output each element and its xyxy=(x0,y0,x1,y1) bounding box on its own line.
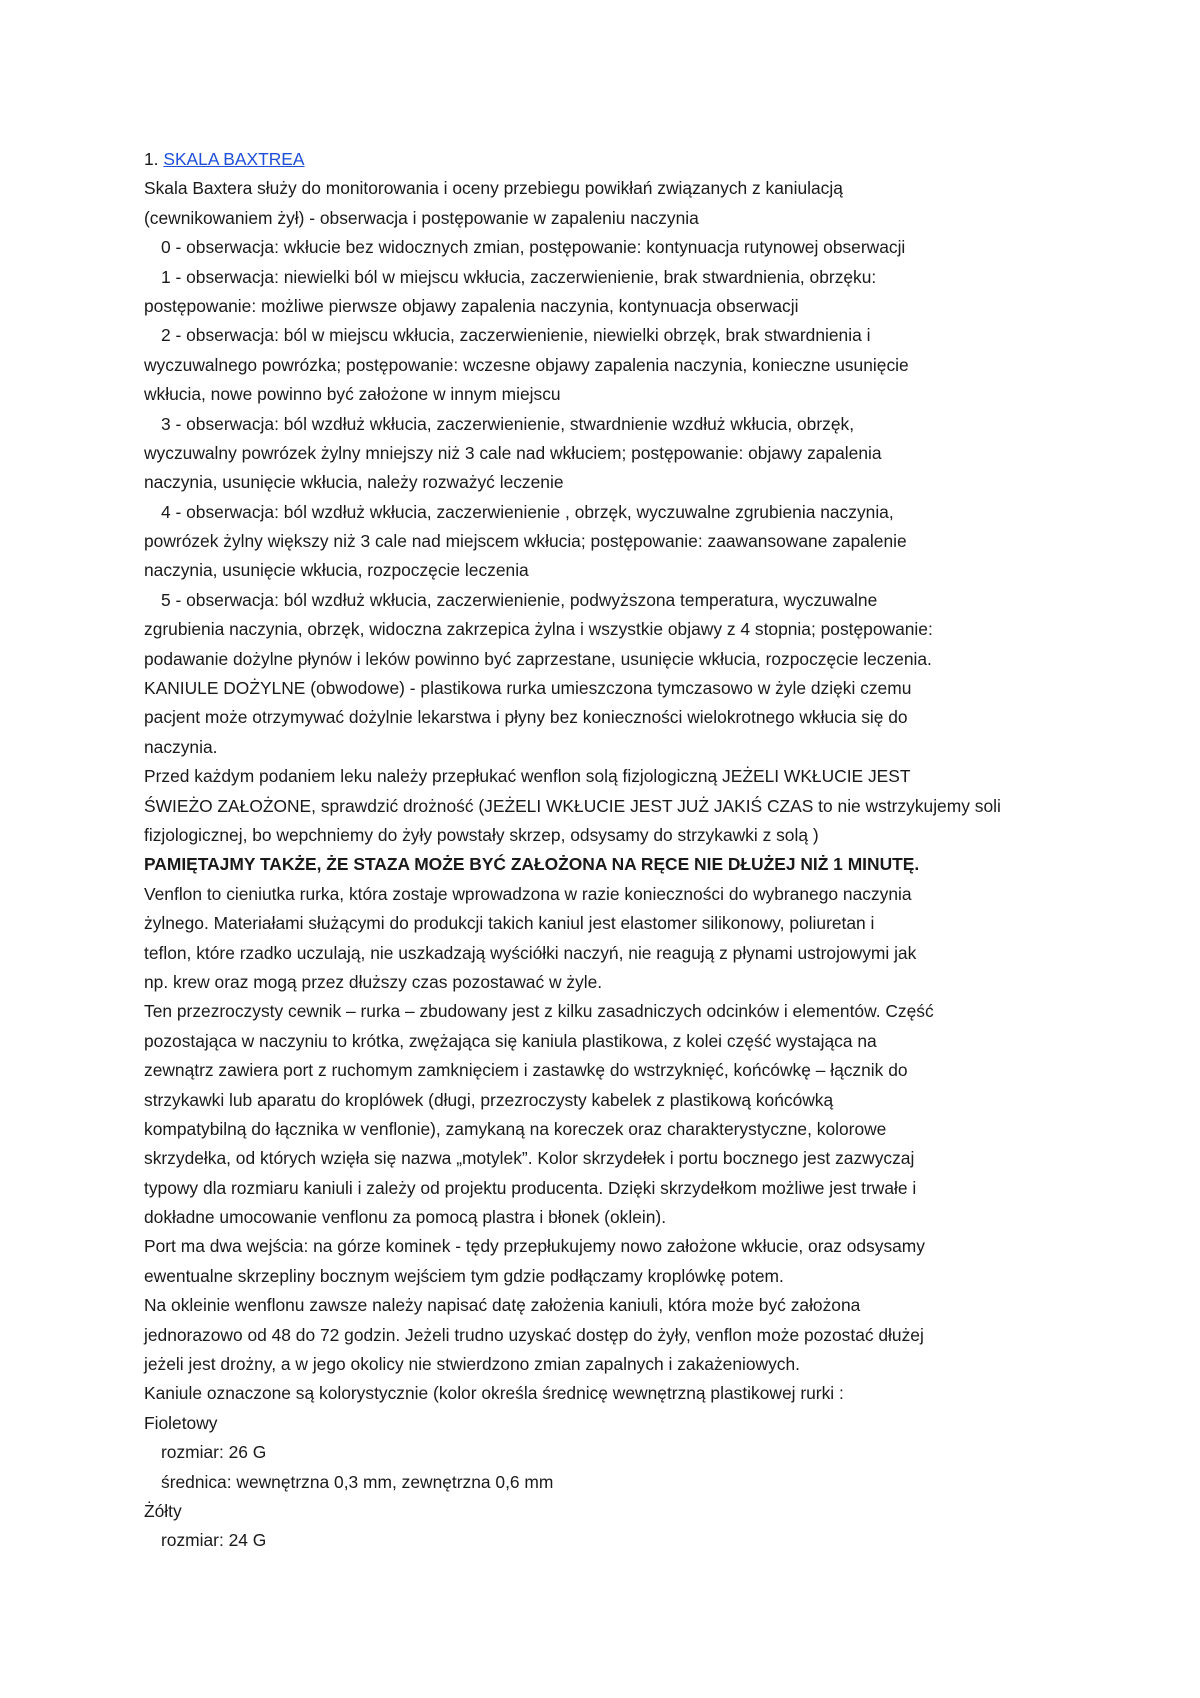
text-line: Venflon to cieniutka rurka, która zostaje wprowadzona w razie konieczności do wybranego naczynia xyxy=(144,883,912,904)
text-line: KANIULE DOŻYLNE (obwodowe) - plastikowa rurka umieszczona tymczasowo w żyle dzięki czemu xyxy=(144,678,912,699)
text-line: ŚWIEŻO ZAŁOŻONE, sprawdzić drożność (JEŻELI WKŁUCIE JEST JUŻ JAKIŚ CZAS to nie wstrzykujemy soli xyxy=(144,795,1001,816)
section-heading xyxy=(144,145,1064,174)
text-line: żylnego. Materiałami służącymi do produkcji takich kaniul jest elastomer silikonowy, poliuretan i xyxy=(144,913,875,934)
text-line: Ten przezroczysty cewnik – rurka – zbudowany jest z kilku zasadniczych odcinków i elementów. Część xyxy=(144,1001,934,1022)
text-line: zewnątrz zawiera port z ruchomym zamknięciem i zastawkę do wstrzyknięć, końcówkę – łącznik do xyxy=(144,1060,908,1081)
text-line: Żółty xyxy=(144,1500,182,1521)
text-line: wyczuwalny powrózek żylny mniejszy niż 3 cale nad wkłuciem; postępowanie: objawy zapalenia xyxy=(144,442,882,463)
text-line: fizjologicznej, bo wepchniemy do żyły powstały skrzep, odsysamy do strzykawki z solą ) xyxy=(144,824,819,845)
text-line: ewentualne skrzepliny bocznym wejściem tym gdzie podłączamy kroplówkę potem. xyxy=(144,1265,784,1286)
text-line: naczynia. xyxy=(144,736,218,757)
text-line: strzykawki lub aparatu do kroplówek (długi, przezroczysty kabelek z plastikową końcówką xyxy=(144,1089,834,1110)
text-line: jednorazowo od 48 do 72 godzin. Jeżeli trudno uzyskać dostęp do żyły, venflon może pozostać dłużej xyxy=(144,1324,924,1345)
text-line: 2 - obserwacja: ból w miejscu wkłucia, zaczerwienienie, niewielki obrzęk, brak stwardnienia i xyxy=(161,325,871,346)
text-line: 5 - obserwacja: ból wzdłuż wkłucia, zaczerwienienie, podwyższona temperatura, wyczuwalne xyxy=(161,589,878,610)
text-line: Przed każdym podaniem leku należy przepłukać wenflon solą fizjologiczną JEŻELI WKŁUCIE JEST xyxy=(144,766,911,787)
text-line: powrózek żylny większy niż 3 cale nad miejscem wkłucia; postępowanie: zaawansowane zapalenie xyxy=(144,531,907,552)
heading-number: 1. xyxy=(144,149,159,169)
document-body xyxy=(144,145,1064,1556)
text-line: 1 - obserwacja: niewielki ból w miejscu wkłucia, zaczerwienienie, brak stwardnienia, obrzęku: xyxy=(161,266,877,287)
text-line: Skala Baxtera służy do monitorowania i oceny przebiegu powikłań związanych z kaniulacją xyxy=(144,178,843,199)
text-line: Na okleinie wenflonu zawsze należy napisać datę założenia kaniuli, która może być założona xyxy=(144,1295,861,1316)
text-line: Port ma dwa wejścia: na górze kominek - tędy przepłukujemy nowo założone wkłucie, oraz odsysamy xyxy=(144,1236,925,1257)
text-line: PAMIĘTAJMY TAKŻE, ŻE STAZA MOŻE BYĆ ZAŁOŻONA NA RĘCE NIE DŁUŻEJ NIŻ 1 MINUTĘ. xyxy=(144,854,920,875)
text-line: Fioletowy xyxy=(144,1412,218,1433)
text-line: kompatybilną do łącznika w venflonie), zamykaną na koreczek oraz charakterystyczne, kolorowe xyxy=(144,1118,887,1139)
text-line: rozmiar: 24 G xyxy=(161,1530,267,1551)
text-line: jeżeli jest drożny, a w jego okolicy nie stwierdzono zmian zapalnych i zakażeniowych. xyxy=(144,1354,801,1375)
text-line: rozmiar: 26 G xyxy=(161,1442,267,1463)
text-line: (cewnikowaniem żył) - obserwacja i postępowanie w zapaleniu naczynia xyxy=(144,207,699,228)
text-line: np. krew oraz mogą przez dłuższy czas pozostawać w żyle. xyxy=(144,971,603,992)
text-line: skrzydełka, od których wzięła się nazwa „motylek”. Kolor skrzydełek i portu bocznego jest zazwyczaj xyxy=(144,1148,915,1169)
text-line: pacjent może otrzymywać dożylnie lekarstwa i płyny bez konieczności wielokrotnego wkłucia się do xyxy=(144,707,908,728)
text-line: naczynia, usunięcie wkłucia, rozpoczęcie leczenia xyxy=(144,560,529,581)
text-line: 0 - obserwacja: wkłucie bez widocznych zmian, postępowanie: kontynuacja rutynowej obserwacji xyxy=(161,237,906,258)
text-line: postępowanie: możliwe pierwsze objawy zapalenia naczynia, kontynuacja obserwacji xyxy=(144,295,799,316)
heading-link[interactable]: SKALA BAXTREA xyxy=(163,149,305,169)
text-line: wyczuwalnego powrózka; postępowanie: wczesne objawy zapalenia naczynia, konieczne usunięcie xyxy=(144,354,909,375)
text-line: pozostająca w naczyniu to krótka, zwężająca się kaniula plastikowa, z kolei część wystająca na xyxy=(144,1030,877,1051)
text-line: Kaniule oznaczone są kolorystycznie (kolor określa średnicę wewnętrzną plastikowej rurki : xyxy=(144,1383,844,1404)
text-line: średnica: wewnętrzna 0,3 mm, zewnętrzna 0,6 mm xyxy=(161,1471,554,1492)
text-line: 4 - obserwacja: ból wzdłuż wkłucia, zaczerwienienie , obrzęk, wyczuwalne zgrubienia naczynia, xyxy=(161,501,894,522)
text-line: dokładne umocowanie venflonu za pomocą plastra i błonek (oklein). xyxy=(144,1207,667,1228)
text-line: wkłucia, nowe powinno być założone w innym miejscu xyxy=(144,384,561,405)
text-line: naczynia, usunięcie wkłucia, należy rozważyć leczenie xyxy=(144,472,564,493)
text-line: podawanie dożylne płynów i leków powinno być zaprzestane, usunięcie wkłucia, rozpoczęcie leczenia. xyxy=(144,648,932,669)
text-line: teflon, które rzadko uczulają, nie uszkadzają wyściółki naczyń, nie reagują z płynami ustrojowymi jak xyxy=(144,942,917,963)
text-line: 3 - obserwacja: ból wzdłuż wkłucia, zaczerwienienie, stwardnienie wzdłuż wkłucia, obrzęk, xyxy=(161,413,855,434)
text-line: zgrubienia naczynia, obrzęk, widoczna zakrzepica żylna i wszystkie objawy z 4 stopnia; postępowanie: xyxy=(144,619,933,640)
text-line: typowy dla rozmiaru kaniuli i zależy od projektu producenta. Dzięki skrzydełkom możliwe jest trwałe i xyxy=(144,1177,917,1198)
